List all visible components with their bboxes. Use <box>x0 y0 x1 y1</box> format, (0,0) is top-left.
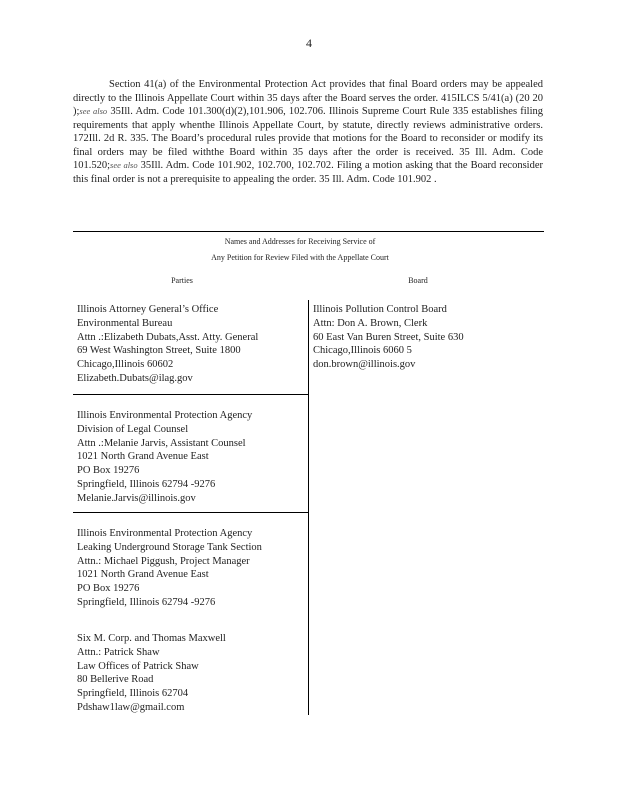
email-address: Pdshaw1law@gmail.com <box>77 701 185 713</box>
heading-line-2: Any Petition for Review Filed with the Appellate Court <box>211 253 389 262</box>
address-line: Division of Legal Counsel <box>77 423 189 435</box>
paragraph-text-2: 35Ill. Adm. Code 101.300(d)(2),101.906, 102.706. Illinois Supreme Court Rule 335 establishes filing requirements that apply whenthe Illinois Appellate Court, by statute, directly reviews administrative orders. 172Ill. 2d R. 335. The Board’s procedural rules provide that motions for the Board to reconsider or modify its final orders may be filed withthe Board within 35 days after the order is received. 35 Ill. Adm. Code 101.520; <box>73 106 543 171</box>
address-line: Illinois Environmental Protection Agency <box>77 410 253 421</box>
address-line: Illinois Environmental Protection Agency <box>77 528 253 539</box>
heading-line-1: Names and Addresses for Receiving Service of <box>224 237 376 246</box>
address-line: 60 East Van Buren Street, Suite 630 <box>313 331 464 343</box>
service-table-heading <box>150 234 450 266</box>
party-iepa-legal <box>77 409 252 506</box>
appeal-rights-paragraph <box>73 78 543 186</box>
address-line: Springfield, Illinois 62794 -9276 <box>77 478 216 490</box>
column-divider <box>308 300 309 715</box>
see-also-1: see also <box>79 106 108 116</box>
board-column-header: Board <box>408 276 428 285</box>
paragraph-text-3: 35Ill. Adm. Code 101.902, 102.700, 102.702. Filing a motion asking that the Board reconsider this final order is not a prerequisite to appealing the order. 35 Ill. Adm. Code 101.902 . <box>73 160 544 185</box>
parties-column-header: Parties <box>171 276 193 285</box>
paragraph-text-1: Section 41(a) of the Environmental Protection Act provides that final Board orders may be appealed directly to the Illinois Appellate Court within 35 days after the Board serves the order. 415ILCS 5/41(a) (20 20 ); <box>73 79 543 117</box>
address-line: PO Box 19276 <box>77 583 140 595</box>
board-pollution-control <box>313 303 464 372</box>
address-line: Attn: Don A. Brown, Clerk <box>313 317 428 329</box>
table-top-rule <box>73 231 544 232</box>
email-address: Elizabeth.Dubats@ilag.gov <box>77 372 193 384</box>
address-line: Attn .:Melanie Jarvis, Assistant Counsel <box>77 437 246 449</box>
address-line: Attn.: Patrick Shaw <box>77 646 160 658</box>
address-line: Law Offices of Patrick Shaw <box>77 660 199 672</box>
address-line: Environmental Bureau <box>77 317 173 329</box>
address-line: 1021 North Grand Avenue East <box>77 569 209 581</box>
address-line: Springfield, Illinois 62704 <box>77 688 189 700</box>
address-line: 1021 North Grand Avenue East <box>77 451 209 463</box>
see-also-2: see also <box>110 160 138 170</box>
address-line: 80 Bellerive Road <box>77 674 154 686</box>
email-address: don.brown@illinois.gov <box>313 359 416 371</box>
address-line: Chicago,Illinois 6060 5 <box>313 345 412 357</box>
address-line: Attn.: Michael Piggush, Project Manager <box>77 555 250 567</box>
party-attorney-general <box>77 303 258 386</box>
address-line: Chicago,Illinois 60602 <box>77 359 174 371</box>
address-line: Six M. Corp. and Thomas Maxwell <box>77 633 226 644</box>
address-line: 69 West Washington Street, Suite 1800 <box>77 345 241 357</box>
address-line: PO Box 19276 <box>77 465 140 477</box>
party-six-m-corp <box>77 632 226 715</box>
address-line: Illinois Attorney General’s Office <box>77 304 219 315</box>
address-line: Springfield, Illinois 62794 -9276 <box>77 596 216 608</box>
address-line: Leaking Underground Storage Tank Section <box>77 541 262 553</box>
party-divider-1 <box>73 394 308 395</box>
party-divider-2 <box>73 512 308 513</box>
address-line: Illinois Pollution Control Board <box>313 304 447 315</box>
email-address: Melanie.Jarvis@illinois.gov <box>77 492 196 504</box>
address-line: Attn .:Elizabeth Dubats,Asst. Atty. General <box>77 331 259 343</box>
party-iepa-lust <box>77 527 262 610</box>
page-number: 4 <box>306 36 312 50</box>
